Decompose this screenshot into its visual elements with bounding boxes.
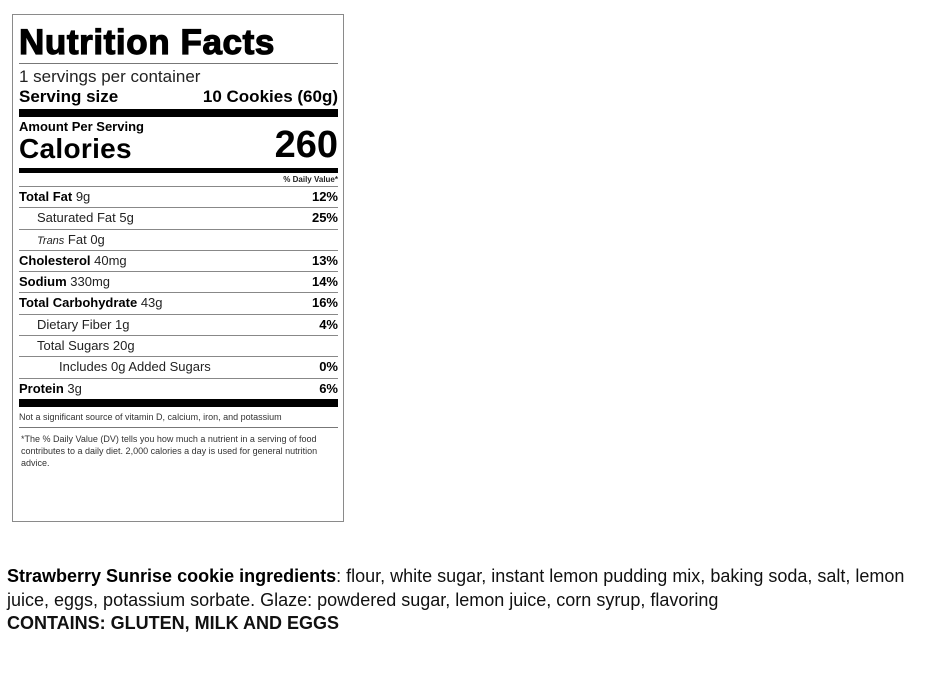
- nutrient-amount: 9g: [72, 189, 91, 204]
- daily-value-percent: 25%: [311, 210, 338, 226]
- footnote-daily-value: *The % Daily Value (DV) tells you how much a nutrient in a serving of food contributes to a daily diet. 2,000 calories a day is used for general nutrition advice.: [21, 433, 318, 468]
- nutrition-facts-label: [12, 14, 344, 522]
- nutrient-row-sodium: [19, 271, 338, 292]
- nutrient-row-saturated-fat: [19, 207, 338, 228]
- serving-size-row: [19, 87, 338, 109]
- allergen-statement: CONTAINS: GLUTEN, MILK AND EGGS: [7, 613, 339, 633]
- daily-value-percent: 12%: [311, 189, 338, 204]
- amount-per-serving: Amount Per Serving: [19, 119, 144, 134]
- nutrient-name: Cholesterol: [19, 252, 91, 268]
- daily-value-percent: 4%: [319, 316, 338, 332]
- nutrient-row-dietary-fiber: [19, 314, 338, 335]
- nutrient-amount: 40mg: [90, 252, 127, 268]
- nutrient-name: Trans: [37, 234, 65, 247]
- calories-label: Calories: [19, 133, 132, 164]
- nutrient-row-cholesterol: [19, 250, 338, 271]
- nutrient-name: Total Sugars 20g: [37, 338, 135, 354]
- daily-value-header: % Daily Value*: [283, 175, 338, 184]
- calories-value: 260: [274, 124, 338, 166]
- daily-value-percent: 13%: [311, 252, 338, 268]
- label-title: Nutrition Facts: [19, 23, 275, 62]
- ingredients-text: : flour, white sugar, instant lemon pudding mix, baking soda, salt, lemon juice, eggs, potassium sorbate. Glaze: powdered sugar, lemon juice, corn syrup, flavoring: [7, 566, 905, 610]
- nutrient-row-total-fat: [19, 186, 338, 207]
- nutrient-name: Total Carbohydrate: [19, 295, 138, 311]
- nutrient-row-total-sugars: [19, 335, 338, 356]
- nutrient-amount: Fat 0g: [64, 231, 105, 247]
- nutrient-row-total-carbohydrate: [19, 292, 338, 313]
- nutrient-name: Saturated Fat 5g: [37, 210, 134, 226]
- nutrient-name: Dietary Fiber 1g: [37, 316, 130, 332]
- daily-value-percent: 14%: [311, 274, 338, 290]
- footnote-not-significant: Not a significant source of vitamin D, calcium, iron, and potassium: [19, 411, 282, 422]
- ingredients-heading: Strawberry Sunrise cookie ingredients: [7, 566, 337, 586]
- nutrient-name: Protein: [19, 380, 64, 396]
- thick-divider: [19, 399, 338, 407]
- ingredients-paragraph: [7, 565, 932, 612]
- ingredients-section: [7, 565, 932, 636]
- nutrient-row-added-sugars: [19, 356, 338, 377]
- divider: [19, 63, 338, 64]
- nutrient-name: Sodium: [19, 274, 67, 290]
- daily-value-percent: 16%: [311, 295, 338, 311]
- thick-divider: [19, 109, 338, 117]
- nutrient-row-protein: [19, 378, 338, 399]
- nutrient-amount: 3g: [63, 380, 82, 396]
- serving-size-label: Serving size: [19, 87, 119, 106]
- servings-per-container: 1 servings per container: [19, 67, 201, 86]
- nutrient-row-trans-fat: [19, 229, 338, 250]
- nutrient-name: Includes 0g Added Sugars: [59, 359, 211, 375]
- daily-value-percent: 6%: [319, 380, 338, 396]
- daily-value-percent: 0%: [319, 359, 338, 375]
- serving-size-value: 10 Cookies (60g): [202, 87, 338, 106]
- nutrient-amount: 330mg: [66, 274, 111, 290]
- nutrient-amount: 43g: [137, 295, 163, 311]
- nutrient-name: Total Fat: [19, 189, 73, 204]
